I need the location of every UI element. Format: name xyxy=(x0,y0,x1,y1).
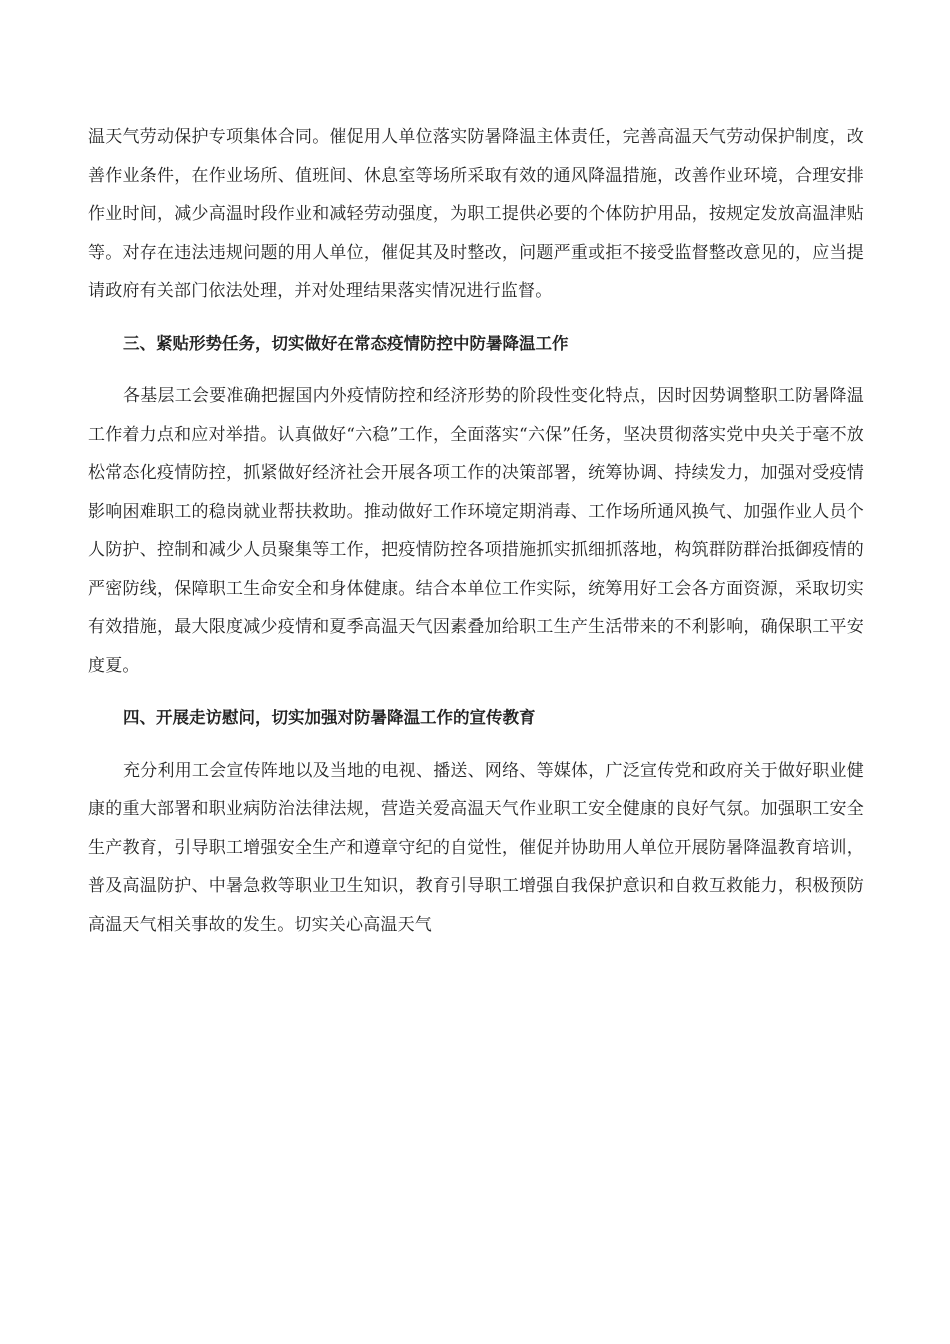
paragraph-section-3: 各基层工会要准确把握国内外疫情防控和经济形势的阶段性变化特点，因时因势调整职工防暑降温工作着力点和应对举措。认真做好“六稳”工作，全面落实“六保”任务，坚决贯彻落实党中央关于毫不放松常态化疫情防控，抓紧做好经济社会开展各项工作的决策部署，统筹协调、持续发力，加强对受疫情影响困难职工的稳岗就业帮扶救助。推动做好工作环境定期消毒、工作场所通风换气、加强作业人员个人防护、控制和减少人员聚集等工作，把疫情防控各项措施抓实抓细抓落地，构筑群防群治抵御疫情的严密防线，保障职工生命安全和身体健康。结合本单位工作实际，统筹用好工会各方面资源，采取切实有效措施，最大限度减少疫情和夏季高温天气因素叠加给职工生产生活带来的不利影响，确保职工平安度夏。 xyxy=(88,386,864,676)
paragraph-section-4: 充分利用工会宣传阵地以及当地的电视、播送、网络、等媒体，广泛宣传党和政府关于做好职业健康的重大部署和职业病防治法律法规，营造关爱高温天气作业职工安全健康的良好气氛。加强职工安全生产教育，引导职工增强安全生产和遵章守纪的自觉性，催促并协助用人单位开展防暑降温教育培训，普及高温防护、中暑急救等职业卫生知识，教育引导职工增强自我保护意识和自救互救能力，积极预防高温天气相关事故的发生。切实关心高温天气 xyxy=(88,760,864,935)
section-heading-3: 三、紧贴形势任务，切实做好在常态疫情防控中防暑降温工作 xyxy=(123,333,569,353)
paragraph-continuation: 温天气劳动保护专项集体合同。催促用人单位落实防暑降温主体责任，完善高温天气劳动保护制度，改善作业条件，在作业场所、值班间、休息室等场所采取有效的通风降温措施，改善作业环境，合理安排作业时间，减少高温时段作业和减轻劳动强度，为职工提供必要的个体防护用品，按规定发放高温津贴等。对存在违法违规问题的用人单位，催促其及时整改，问题严重或拒不接受监督整改意见的，应当提请政府有关部门依法处理，并对处理结果落实情况进行监督。 xyxy=(88,127,864,301)
document-body xyxy=(88,118,864,944)
section-heading-4: 四、开展走访慰问，切实加强对防暑降温工作的宣传教育 xyxy=(123,708,536,727)
